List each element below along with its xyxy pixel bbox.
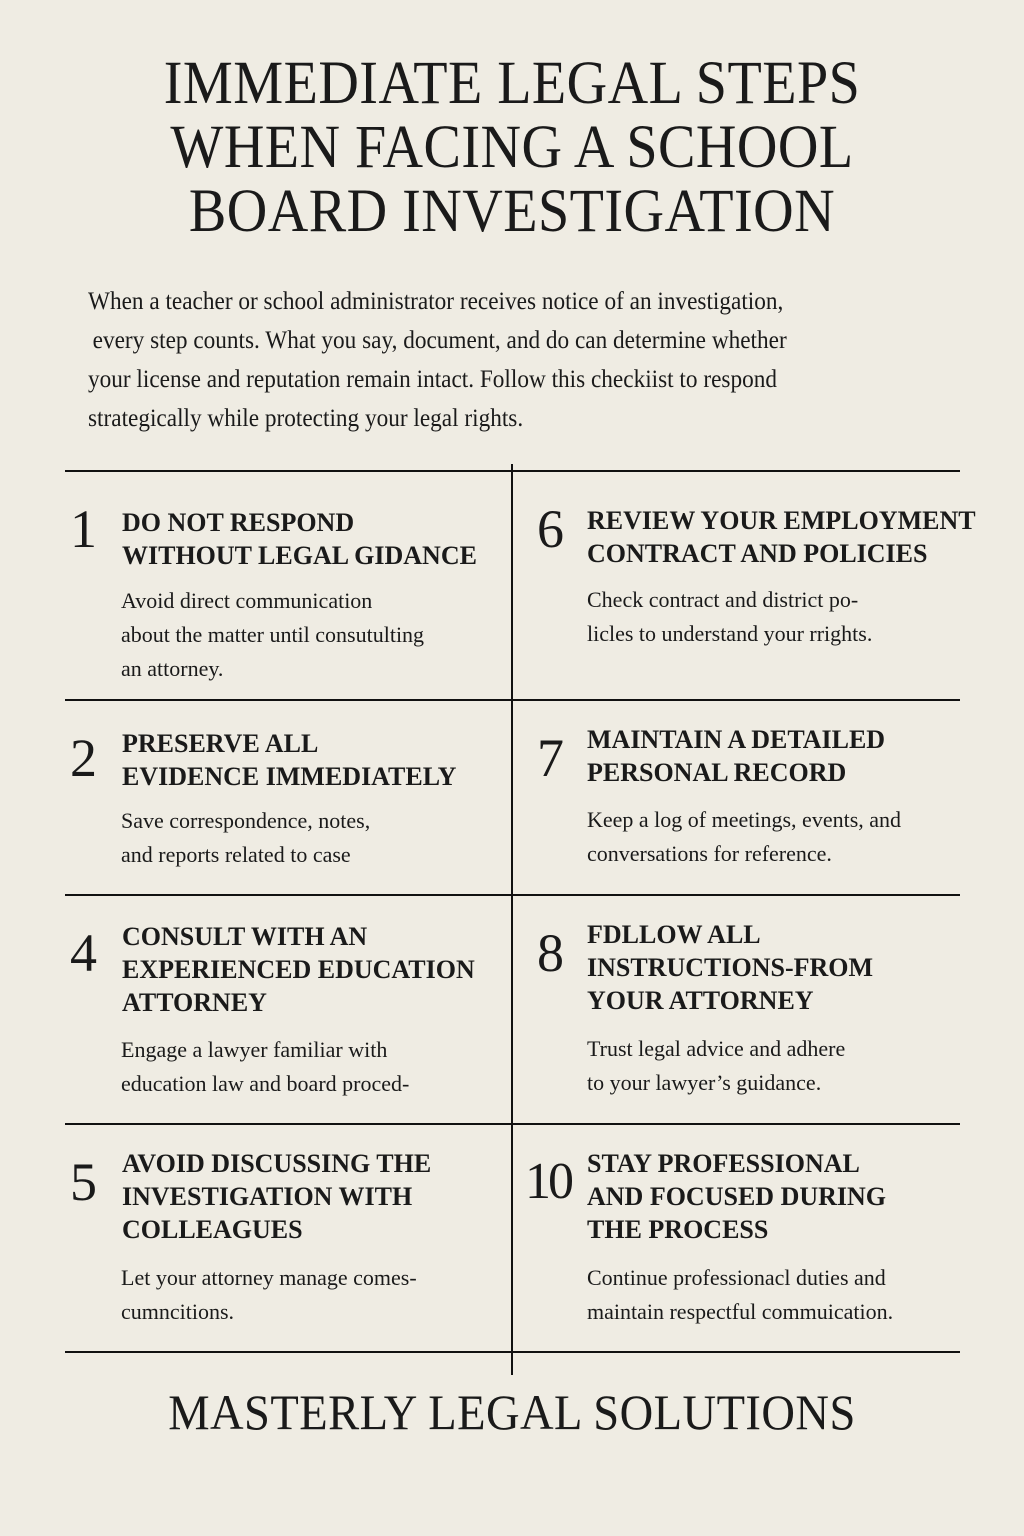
step-heading: REVIEW YOUR EMPLOYMENT CONTRACT AND POLICIES <box>587 506 976 568</box>
step-description: Avoid direct communication about the matter until consutulting an attorney. <box>121 588 425 681</box>
step-number: 7 <box>537 728 564 788</box>
brand-footer: MASTERLY LEGAL SOLUTIONS <box>168 1384 856 1440</box>
checklist-grid <box>65 470 976 1353</box>
step-heading: AVOID DISCUSSING THE INVESTIGATION WITH COLLEAGUES <box>122 1149 432 1244</box>
step-heading: STAY PROFESSIONAL AND FOCUSED DURING THE PROCESS <box>587 1149 887 1244</box>
step-description: Continue professionacl duties and maintain respectful commuication. <box>587 1265 894 1324</box>
step-heading: DO NOT RESPOND WITHOUT LEGAL GIDANCE <box>122 508 477 570</box>
step-description: Save correspondence, notes, and reports related to case <box>121 808 371 867</box>
step-heading: MAINTAIN A DETAILED PERSONAL RECORD <box>587 725 886 787</box>
checklist-row <box>65 701 960 896</box>
step-description: Engage a lawyer familiar with education law and board proced- <box>121 1037 410 1096</box>
step-number: 4 <box>70 923 97 983</box>
step-item-6 <box>513 472 976 699</box>
step-item-10 <box>513 1125 960 1353</box>
intro-line: your license and reputation remain intact. Follow this checkiist to respond <box>88 366 777 393</box>
page-title <box>41 52 983 244</box>
title-line: BOARD INVESTIGATION <box>188 178 836 245</box>
step-number: 10 <box>525 1153 571 1210</box>
intro-line: every step counts. What you say, document, and do can determine whether <box>92 327 787 354</box>
step-number: 2 <box>70 728 97 788</box>
step-description: Trust legal advice and adhere to your lawyer’s guidance. <box>587 1036 846 1095</box>
step-item-1 <box>65 472 511 699</box>
intro-line: strategically while protecting your legal rights. <box>88 405 524 432</box>
intro-line: When a teacher or school administrator receives notice of an investigation, <box>88 288 784 315</box>
step-number: 6 <box>537 499 564 559</box>
step-description: Let your attorney manage comes- cumncitions. <box>121 1265 417 1324</box>
step-heading: PRESERVE ALL EVIDENCE IMMEDIATELY <box>122 729 457 791</box>
checklist-row <box>65 472 976 701</box>
step-item-4 <box>65 896 511 1123</box>
step-item-2 <box>65 701 511 894</box>
step-heading: CONSULT WITH AN EXPERIENCED EDUCATION ATTORNEY <box>122 922 475 1017</box>
step-item-8 <box>513 896 960 1123</box>
title-line: WHEN FACING A SCHOOL <box>170 114 854 181</box>
step-description: Keep a log of meetings, events, and conversations for reference. <box>587 807 902 866</box>
step-item-5 <box>65 1125 511 1353</box>
step-item-7 <box>513 701 960 894</box>
step-number: 5 <box>70 1152 97 1212</box>
step-heading: FDLLOW ALL INSTRUCTIONS-FROM YOUR ATTORNEY <box>587 920 874 1015</box>
step-number: 8 <box>537 923 564 983</box>
checklist-row <box>65 1125 960 1353</box>
step-description: Check contract and district po- licles to understand your rrights. <box>587 587 873 646</box>
step-number: 1 <box>70 499 97 559</box>
checklist-row <box>65 896 960 1125</box>
intro-paragraph <box>88 282 925 438</box>
title-line: IMMEDIATE LEGAL STEPS <box>163 50 861 117</box>
